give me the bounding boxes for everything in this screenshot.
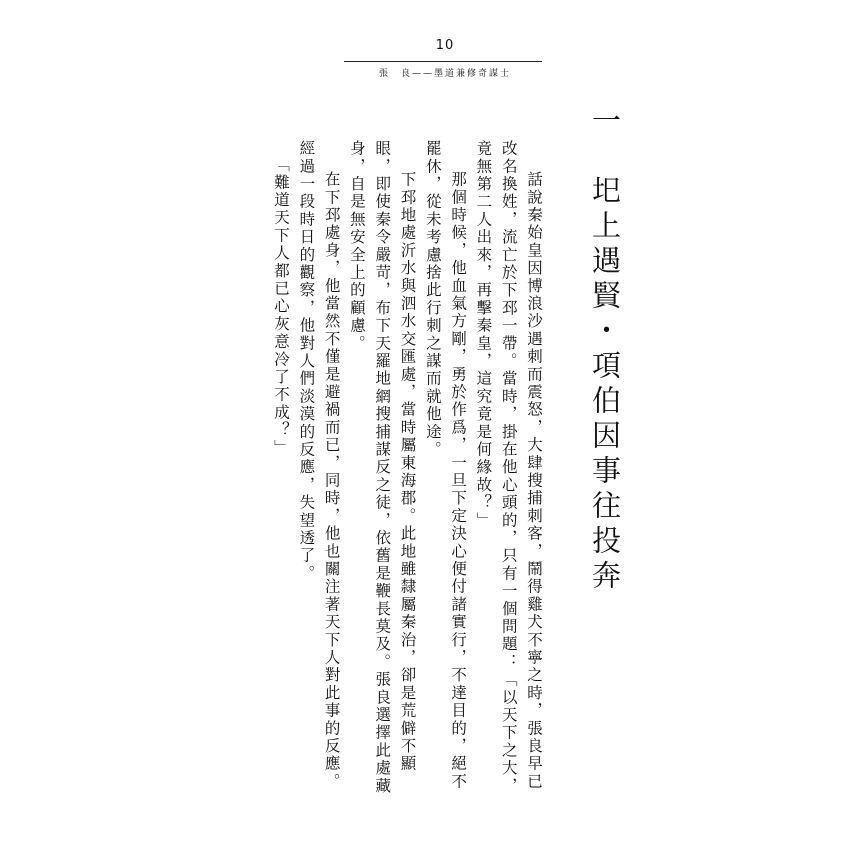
paragraph-5: 「難道天下人都已心灰意冷了不成？」 [272,155,291,457]
page-number: 10 [435,38,455,53]
paragraph-4: 在下邳處身，他當然不僅是避禍而已，同時，他也關注著天下人對此事的反應。經過一段時日的觀察，他對人們淡漠的反應，失望透了。 [297,140,341,791]
chapter-title: 一 圯上遇賢・項伯因事往投奔 [588,105,622,595]
paragraph-3: 下邳地處沂水與泗水交匯處，當時屬東海郡。此地雖隸屬秦治，卻是荒僻不顯眼，即使秦令嚴苛，布下天羅地網搜捕謀反之徒，依舊是鞭長莫及。張良選擇此處藏身，自是無安全上的顧慮。 [347,140,417,795]
paragraph-1: 話說秦始皇因博浪沙遇刺而震怒，大肆搜捕刺客，鬧得雞犬不寧之時，張良早已改名換姓，流亡於下邳一帶。當時，掛在他心頭的，只有一個問題：「以天下之大，竟無第二人出來，再擊秦皇，這究竟是何緣故？」 [474,140,543,795]
paragraph-2: 那個時候，他血氣方剛，勇於作爲，一旦下定決心便付諸實行，不達目的，絕不罷休，從未考慮捨此行刺之謀而就他途。 [423,140,468,791]
running-header: 張 良——墨道兼修奇謀士 [378,69,511,79]
header-rule [344,61,542,62]
body-text [268,140,546,800]
